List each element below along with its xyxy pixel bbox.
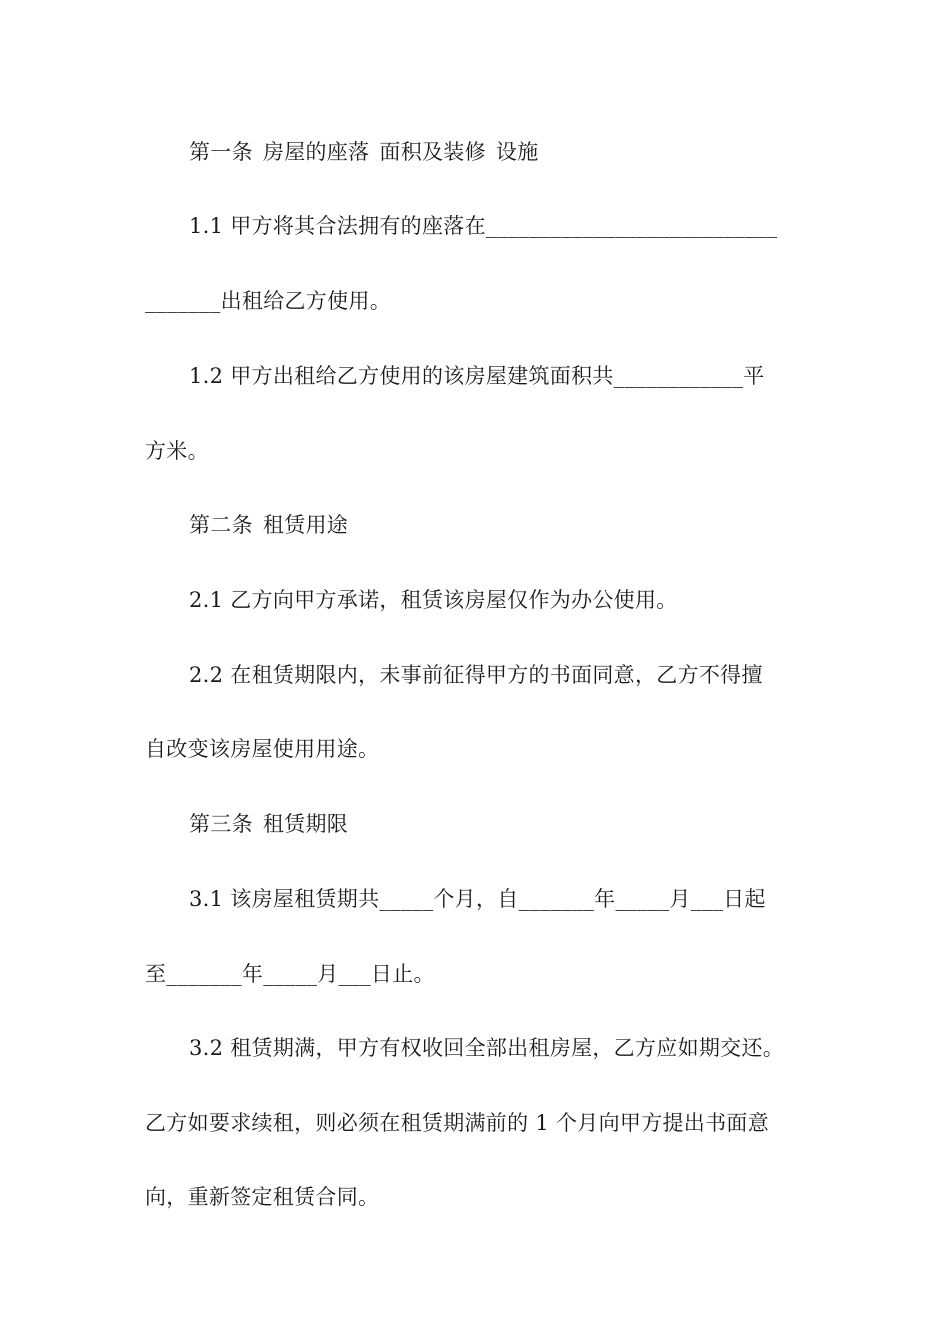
article-number: 第一条	[189, 140, 253, 164]
clause-2-1: 2.1 乙方向甲方承诺，租赁该房屋仅作为办公使用。	[189, 588, 678, 612]
clause-1-2-line-2: 方米。	[145, 439, 209, 463]
article-1-heading	[189, 137, 539, 167]
clause-2-2-line-2: 自改变该房屋使用用途。	[145, 737, 380, 761]
clause-1-1-line-2: _______出租给乙方使用。	[145, 289, 391, 313]
article-title-part: 面积及装修	[379, 140, 486, 164]
clause-3-2-line-3: 向，重新签定租赁合同。	[145, 1185, 380, 1209]
article-number: 第二条	[189, 513, 253, 537]
clause-3-1-line-2: 至_______年_____月___日止。	[145, 962, 435, 986]
article-2-heading	[189, 510, 348, 540]
article-title-part: 租赁期限	[262, 812, 349, 836]
article-number: 第三条	[189, 812, 253, 836]
article-title-part: 租赁用途	[262, 513, 349, 537]
clause-1-2-line-1: 1.2 甲方出租给乙方使用的该房屋建筑面积共____________平	[189, 364, 765, 388]
clause-1-1-line-1: 1.1 甲方将其合法拥有的座落在___________________________	[189, 214, 778, 238]
clause-3-2-line-1: 3.2 租赁期满，甲方有权收回全部出租房屋，乙方应如期交还。	[189, 1036, 785, 1060]
clause-3-2-line-2: 乙方如要求续租，则必须在租赁期满前的 1 个月向甲方提出书面意	[145, 1111, 770, 1135]
article-title-part: 设施	[495, 140, 539, 164]
article-3-heading	[189, 809, 348, 839]
article-title-part: 房屋的座落	[262, 140, 370, 164]
clause-2-2-line-1: 2.2 在租赁期限内，未事前征得甲方的书面同意，乙方不得擅	[189, 663, 763, 687]
clause-3-1-line-1: 3.1 该房屋租赁期共_____个月，自_______年_____月___日起	[189, 887, 766, 911]
